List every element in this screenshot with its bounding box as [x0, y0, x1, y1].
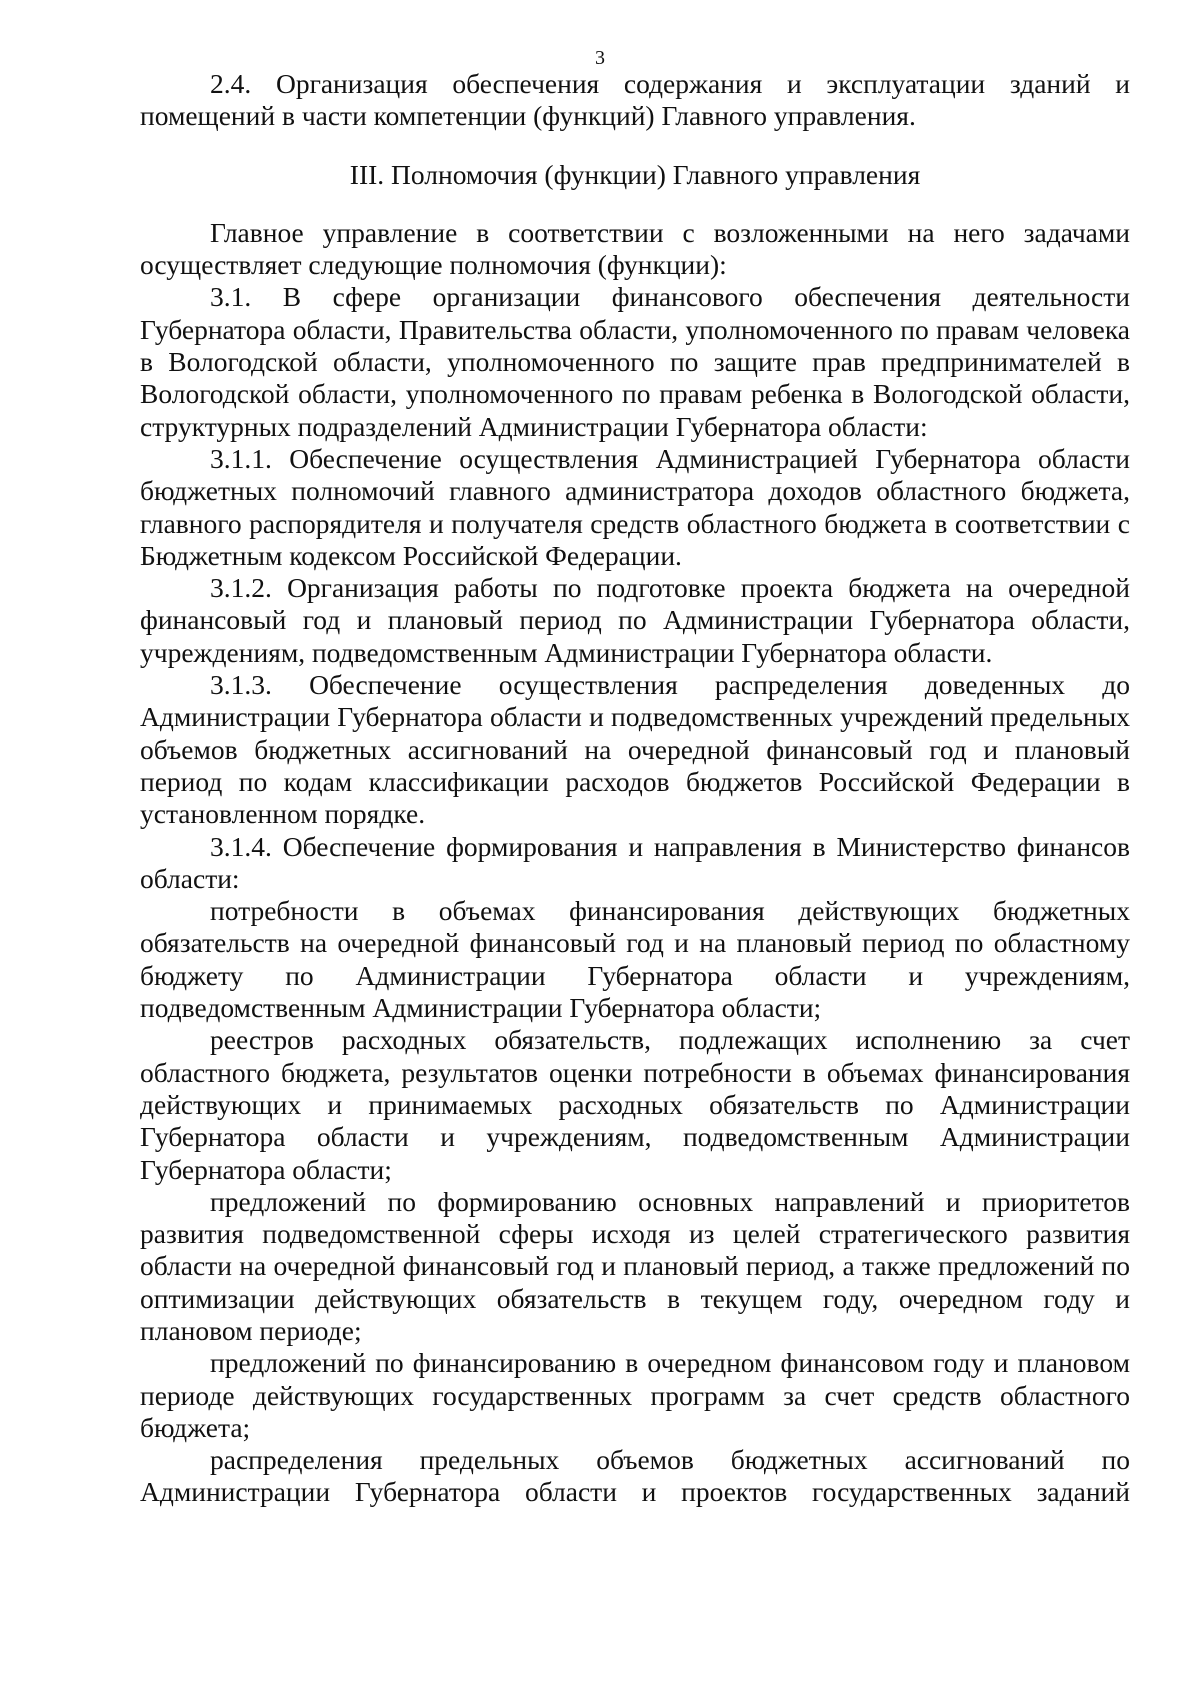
document-body — [140, 68, 1130, 1509]
paragraph-registers: реестров расходных обязательств, подлежащих исполнению за счет областного бюджета, результатов оценки потребности в объемах финансирования действующих и принимаемых расходных обязательств по Администрации Губернатора области и учреждениям, подведомственным Администрации Губернатора области; — [140, 1024, 1130, 1185]
paragraph-intro: Главное управление в соответствии с возложенными на него задачами осуществляет следующие полномочия (функции): — [140, 216, 1130, 281]
section-heading: III. Полномочия (функции) Главного управления — [349, 158, 921, 190]
paragraph-3-1-4: 3.1.4. Обеспечение формирования и направления в Министерство финансов области: — [140, 830, 1130, 894]
paragraph-3-1-3: 3.1.3. Обеспечение осуществления распределения доведенных до Администрации Губернатора области и подведомственных учреждений предельных объемов бюджетных ассигнований на очередной финансовый год и плановый период по кодам классификации расходов бюджетов Российской Федерации в установленном порядке. — [140, 669, 1130, 830]
paragraph-3-1: 3.1. В сфере организации финансового обеспечения деятельности Губернатора области, Правительства области, уполномоченного по правам человека в Вологодской области, уполномоченного по защите прав предпринимателей в Вологодской области, уполномоченного по правам ребенка в Вологодской области, структурных подразделений Администрации Губернатора области: — [140, 281, 1130, 442]
page-number: 3 — [595, 47, 605, 69]
paragraph-3-1-1: 3.1.1. Обеспечение осуществления Администрацией Губернатора области бюджетных полномочий главного администратора доходов областного бюджета, главного распорядителя и получателя средств областного бюджета в соответствии с Бюджетным кодексом Российской Федерации. — [140, 442, 1130, 571]
paragraph-distribution: распределения предельных объемов бюджетных ассигнований по Администрации Губернатора области и проектов государственных заданий — [140, 1444, 1130, 1508]
paragraph-proposals-priorities: предложений по формированию основных направлений и приоритетов развития подведомственной сферы исходя из целей стратегического развития области на очередной финансовый год и плановый период, а также предложений по оптимизации действующих обязательств в текущем году, очередном году и плановом периоде; — [140, 1185, 1130, 1346]
paragraph-needs: потребности в объемах финансирования действующих бюджетных обязательств на очередной финансовый год и на плановый период по областному бюджету по Администрации Губернатора области и учреждениям, подведомственным Администрации Губернатора области; — [140, 895, 1130, 1024]
paragraph-proposals-financing: предложений по финансированию в очередном финансовом году и плановом периоде действующих государственных программ за счет средств областного бюджета; — [140, 1347, 1130, 1443]
paragraph-3-1-2: 3.1.2. Организация работы по подготовке проекта бюджета на очередной финансовый год и плановый период по Администрации Губернатора области, учреждениям, подведомственным Администрации Губернатора области. — [140, 572, 1130, 668]
paragraph-2-4: 2.4. Организация обеспечения содержания и эксплуатации зданий и помещений в части компетенции (функций) Главного управления. — [140, 68, 1130, 132]
